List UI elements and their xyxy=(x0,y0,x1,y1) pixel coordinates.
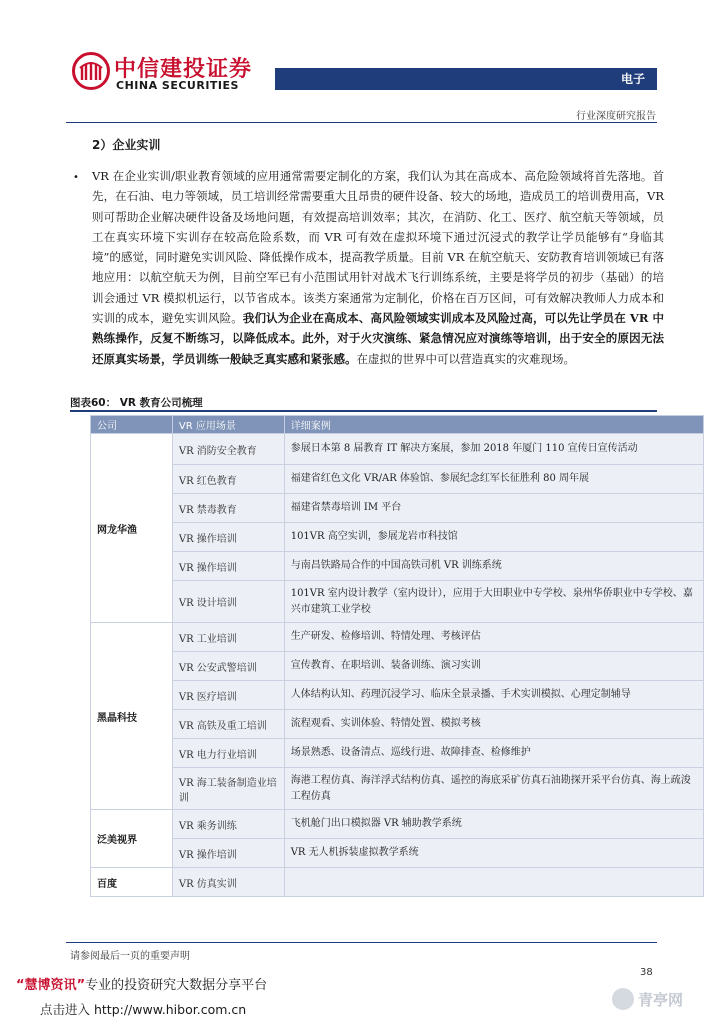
scene-cell: VR 电力行业培训 xyxy=(172,739,284,768)
figure-title: 图表60： VR 教育公司梳理 xyxy=(70,397,203,409)
table-row xyxy=(91,623,704,652)
detail-cell: 海港工程仿真、海洋浮式结构仿真、遥控的海底采矿仿真石油勘探开采平台仿真、海上疏浚工程仿真 xyxy=(284,768,703,810)
table-row xyxy=(91,868,704,897)
table-row xyxy=(91,681,704,710)
bullet-mark: • xyxy=(73,172,79,183)
table-row xyxy=(91,581,704,623)
promo-highlight: 慧博资讯 xyxy=(24,978,77,993)
detail-cell: 福建省红色文化 VR/AR 体验馆、参展纪念红军长征胜利 80 周年展 xyxy=(284,465,703,494)
body-paragraph xyxy=(92,166,664,369)
table-row xyxy=(91,739,704,768)
header-scene: VR 应用场景 xyxy=(172,416,284,434)
header-divider xyxy=(66,122,657,123)
scene-cell: VR 公安武警培训 xyxy=(172,652,284,681)
header-company: 公司 xyxy=(91,416,173,434)
promo-quote-close: ” xyxy=(76,978,86,993)
scene-cell: VR 消防安全教育 xyxy=(172,434,284,465)
detail-cell: 飞机舱门出口模拟器 VR 辅助教学系统 xyxy=(284,810,703,839)
company-cell: 黑晶科技 xyxy=(91,623,173,810)
scene-cell: VR 红色教育 xyxy=(172,465,284,494)
report-header xyxy=(0,0,724,125)
detail-cell: 101VR 室内设计教学（室内设计），应用于大田职业中专学校、泉州华侨职业中专学校、嘉兴市建筑工业学校 xyxy=(284,581,703,623)
detail-cell: 人体结构认知、药理沉浸学习、临床全景录播、手术实训模拟、心理定制辅导 xyxy=(284,681,703,710)
report-type: 行业深度研究报告 xyxy=(576,111,656,122)
scene-cell: VR 设计培训 xyxy=(172,581,284,623)
table-header-row xyxy=(91,416,704,434)
watermark xyxy=(612,988,683,1010)
detail-cell: 与南昌铁路局合作的中国高铁司机 VR 训练系统 xyxy=(284,552,703,581)
detail-cell: VR 无人机拆装虚拟教学系统 xyxy=(284,839,703,868)
table-row xyxy=(91,465,704,494)
sector-label: 电子 xyxy=(620,72,645,86)
promo-link[interactable]: 点击进入 http://www.hibor.com.cn xyxy=(40,1002,247,1017)
scene-cell: VR 医疗培训 xyxy=(172,681,284,710)
detail-cell: 流程观看、实训体验、特情处置、模拟考核 xyxy=(284,710,703,739)
promo-text: 专业的投资研究大数据分享平台 xyxy=(85,978,268,993)
detail-cell: 宣传教育、在职培训、装备训练、演习实训 xyxy=(284,652,703,681)
scene-cell: VR 高铁及重工培训 xyxy=(172,710,284,739)
page-number: 38 xyxy=(640,967,653,978)
scene-cell: VR 乘务训练 xyxy=(172,810,284,839)
detail-cell: 101VR 高空实训，参展龙岩市科技馆 xyxy=(284,523,703,552)
paragraph-text: VR 在企业实训/职业教育领域的应用通常需要定制化的方案，我们认为其在高成本、高危险领域将首先落地。首先，在石油、电力等领域，员工培训经常需要重大且昂贵的硬件设备、较大的场地，造成员工的培训费用高，VR 则可帮助企业解决硬件设备及场地问题，有效提高培训效率；其次，在消防、化工、医疗、航空航天等领域，员工在真实环境下实训存在较高危险系数，而 VR 可有效在虚拟环境下通过沉浸式的教学让学员能够有“身临其境”的感觉，同时避免实训风险、降低操作成本，提高教学质量。目前 VR 在航空航天、安防教育培训领域已有落地应用：以航空航天为例，目前空军已有小范围试用针对战术飞行训练系统，主要是将学员的初步（基础）的培训会通过 VR 模拟机运行，以节省成本。该类方案通常为定制化，价格在百万区间，可有效解决教师人力成本和实训的成本，避免实训风险。 xyxy=(92,169,664,326)
detail-cell xyxy=(284,868,703,897)
scene-cell: VR 海工装备制造业培训 xyxy=(172,768,284,810)
company-cell: 泛美视界 xyxy=(91,810,173,868)
table-row xyxy=(91,494,704,523)
scene-cell: VR 操作培训 xyxy=(172,523,284,552)
company-cell: 网龙华渔 xyxy=(91,434,173,623)
watermark-text: 青亭网 xyxy=(638,990,684,1009)
scene-cell: VR 操作培训 xyxy=(172,839,284,868)
table-row xyxy=(91,434,704,465)
vr-company-table xyxy=(90,415,704,897)
detail-cell: 生产研发、检修培训、特情处理、考核评估 xyxy=(284,623,703,652)
paragraph-text-end: 在虚拟的世界中可以营造真实的灾难现场。 xyxy=(356,351,575,366)
section-title: 2）企业实训 xyxy=(92,138,161,152)
table-row xyxy=(91,652,704,681)
company-cell: 百度 xyxy=(91,868,173,897)
brand-name-cn: 中信建投证券 xyxy=(114,57,253,82)
disclaimer-link[interactable]: 请参阅最后一页的重要声明 xyxy=(70,951,190,962)
detail-cell: 参展日本第 8 届教育 IT 解决方案展，参加 2018 年厦门 110 宣传日宣传活动 xyxy=(284,434,703,465)
promo-banner xyxy=(16,974,267,993)
watermark-logo-icon xyxy=(612,988,634,1010)
table-row xyxy=(91,552,704,581)
citic-logo-icon xyxy=(72,52,110,90)
table-row xyxy=(91,710,704,739)
detail-cell: 场景熟悉、设备清点、巡线行进、故障排查、检修维护 xyxy=(284,739,703,768)
scene-cell: VR 禁毒教育 xyxy=(172,494,284,523)
table-row xyxy=(91,523,704,552)
footer-divider xyxy=(66,942,657,943)
scene-cell: VR 仿真实训 xyxy=(172,868,284,897)
sector-bar xyxy=(275,68,657,90)
table-row xyxy=(91,810,704,839)
brand-name-en: CHINA SECURITIES xyxy=(116,79,239,92)
table-row xyxy=(91,768,704,810)
scene-cell: VR 工业培训 xyxy=(172,623,284,652)
paragraph-bold-text: 我们认为企业在高成本、高风险领域实训成本及风险过高，可以先让学员在 VR 中熟练操作，反复不断练习，以降低成本。此外，对于火灾演练、紧急情况应对演练等培训，出于安全的原因无法还原真实场景，学员训练一般缺乏真实感和紧张感。 xyxy=(92,311,664,366)
figure-divider xyxy=(70,410,657,412)
header-detail: 详细案例 xyxy=(284,416,703,434)
promo-quote-open: “ xyxy=(16,978,25,993)
scene-cell: VR 操作培训 xyxy=(172,552,284,581)
table-row xyxy=(91,839,704,868)
detail-cell: 福建省禁毒培训 IM 平台 xyxy=(284,494,703,523)
